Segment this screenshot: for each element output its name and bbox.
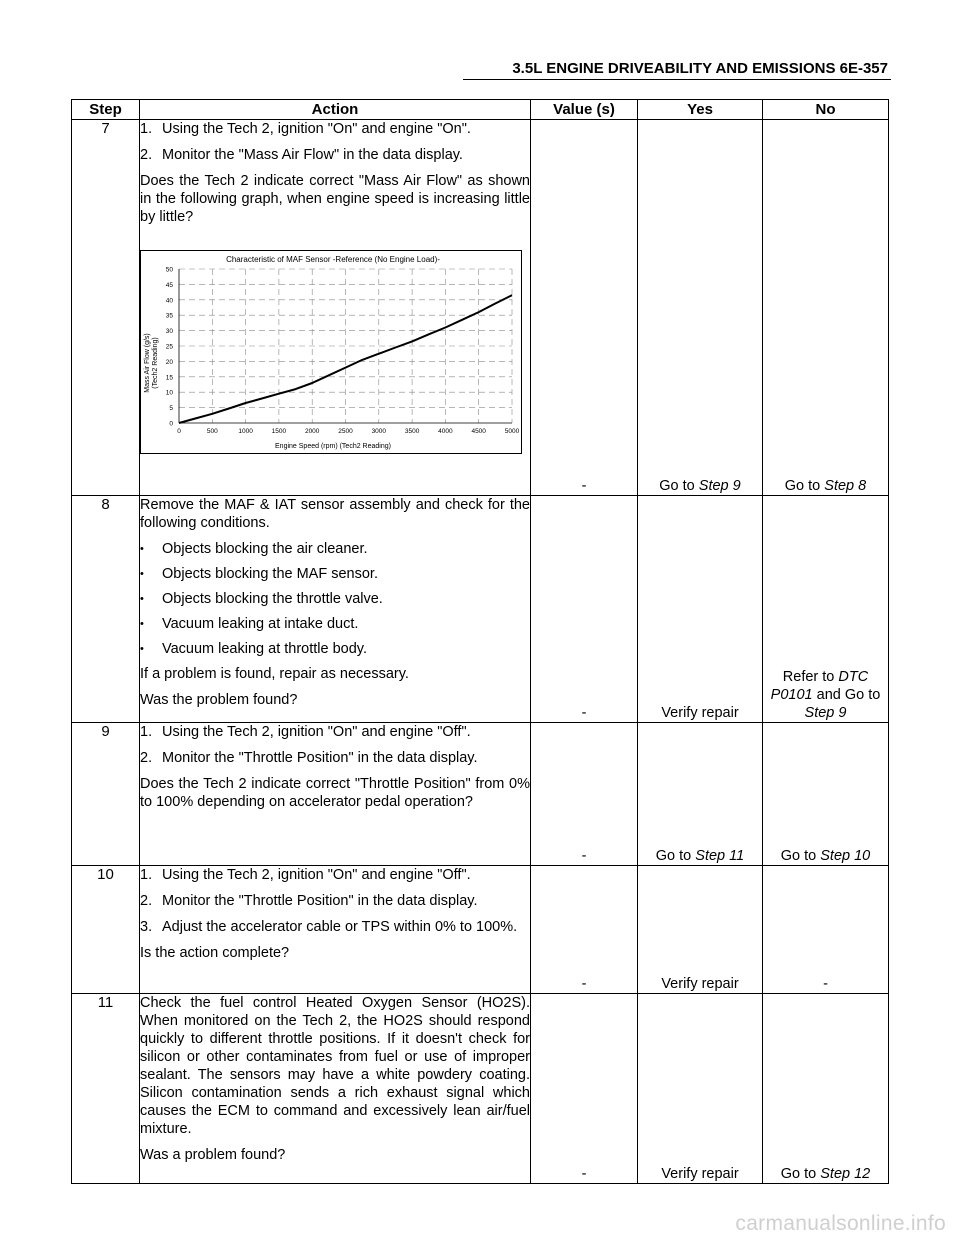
bullet-item: • Objects blocking the throttle valve. — [140, 591, 383, 607]
chart-x-tick-label: 3500 — [404, 428, 420, 435]
table-row-step-7 — [72, 120, 889, 496]
step-reference: Step 8 — [824, 478, 867, 494]
repair-text: If a problem is found, repair as necessary. — [140, 666, 409, 682]
column-header-yes: Yes — [638, 100, 763, 120]
bullet-item: • Objects blocking the air cleaner. — [140, 541, 368, 557]
value-cell: - — [531, 994, 638, 1184]
column-header-no: No — [763, 100, 889, 120]
value-cell: - — [531, 723, 638, 866]
table-row-step-11 — [72, 994, 889, 1184]
maf-chart-frame — [140, 250, 522, 454]
watermark-text: carmanualsonline.info — [735, 1212, 946, 1235]
chart-y-tick-label: 45 — [165, 281, 173, 289]
chart-x-tick-label: 2000 — [304, 428, 320, 435]
table-row-step-9 — [72, 723, 889, 866]
step-number: 8 — [72, 496, 140, 723]
chart-y-tick-label: 40 — [165, 297, 173, 305]
numbered-item: 2. Monitor the "Throttle Position" in the data display. — [140, 750, 478, 766]
numbered-item: 1. Using the Tech 2, ignition "On" and engine "Off". — [140, 724, 471, 740]
chart-y-tick-label: 10 — [165, 389, 173, 397]
no-cell: Refer to DTC P0101 and Go to Step 9 — [763, 496, 889, 723]
step-reference: Step 9 — [698, 478, 741, 494]
chart-x-tick-label: 1500 — [271, 428, 287, 435]
page-header-title: 3.5L ENGINE DRIVEABILITY AND EMISSIONS 6E-357 — [512, 60, 888, 77]
no-cell: Go to Step 12 — [763, 994, 889, 1184]
action-cell — [140, 723, 531, 866]
chart-ticks — [166, 267, 520, 436]
chart-x-tick-label: 2500 — [338, 428, 353, 435]
action-cell — [140, 496, 531, 723]
question-text: Is the action complete? — [140, 945, 290, 961]
numbered-item: 1. Using the Tech 2, ignition "On" and engine "Off". — [140, 867, 471, 883]
intro-text: Remove the MAF & IAT sensor assembly and check for the following conditions. — [140, 497, 530, 531]
chart-y-tick-label: 25 — [165, 343, 173, 351]
column-header-value: Value (s) — [531, 100, 638, 120]
action-cell — [140, 994, 531, 1184]
chart-y-tick-label: 30 — [165, 328, 173, 336]
maf-characteristic-chart — [141, 251, 521, 453]
question-text: Was a problem found? — [140, 1147, 286, 1163]
chart-x-tick-label: 1000 — [238, 428, 253, 435]
no-cell: Go to Step 10 — [763, 723, 889, 866]
table-row-step-10 — [72, 866, 889, 994]
question-text: Does the Tech 2 indicate correct "Mass Air Flow" as shown in the following graph, when engine speed is increasing little by little? — [140, 173, 530, 225]
chart-y-axis-label-line1: Mass Air Flow (g/s) — [144, 333, 151, 393]
numbered-item: 2. Monitor the "Throttle Position" in the data display. — [140, 893, 478, 909]
chart-x-tick-label: 4000 — [438, 428, 453, 435]
table-header-row — [72, 100, 889, 120]
chart-grid — [179, 269, 512, 423]
chart-y-tick-label: 5 — [169, 405, 173, 413]
yes-cell: Verify repair — [638, 866, 763, 994]
action-cell — [140, 866, 531, 994]
column-header-action: Action — [140, 100, 531, 120]
diagnostic-steps-table — [71, 99, 889, 1184]
step-number: 7 — [72, 120, 140, 496]
chart-x-tick-label: 0 — [177, 428, 181, 435]
bullet-item: • Vacuum leaking at intake duct. — [140, 616, 359, 632]
chart-y-tick-label: 50 — [165, 266, 173, 274]
question-text: Does the Tech 2 indicate correct "Throttle Position" from 0% to 100% depending on accelerator pedal operation? — [140, 776, 530, 810]
instruction-text: Check the fuel control Heated Oxygen Sensor (HO2S). When monitored on the Tech 2, the HO2S should respond quickly to different throttle positions. If it doesn't check for silicon or other contaminates from fuel or use of improper sealant. The sensors may have a white powdery coating. Silicon contamination sends a rich exhaust signal which causes the ECM to command and excessively lean air/fuel mixture. — [140, 995, 530, 1137]
step-number: 11 — [72, 994, 140, 1184]
question-text: Was the problem found? — [140, 692, 298, 708]
no-cell: Go to Step 8 — [763, 120, 889, 496]
step-reference: Step 9 — [804, 705, 847, 721]
header-rule — [463, 79, 891, 80]
step-reference: Step 10 — [820, 848, 871, 864]
yes-cell: Verify repair — [638, 496, 763, 723]
no-cell: - — [763, 866, 889, 994]
numbered-item: 3. Adjust the accelerator cable or TPS within 0% to 100%. — [140, 919, 518, 935]
chart-x-tick-label: 5000 — [504, 428, 520, 435]
yes-cell: Go to Step 11 — [638, 723, 763, 866]
value-cell: - — [531, 866, 638, 994]
bullet-item: • Objects blocking the MAF sensor. — [140, 566, 378, 582]
value-cell: - — [531, 120, 638, 496]
value-cell: - — [531, 496, 638, 723]
action-cell — [140, 120, 531, 496]
table-row-step-8 — [72, 496, 889, 723]
chart-y-axis-label-line2: (Tech2 Reading) — [152, 337, 159, 389]
chart-x-tick-label: 4500 — [471, 428, 486, 435]
chart-y-tick-label: 15 — [165, 374, 173, 382]
yes-cell: Verify repair — [638, 994, 763, 1184]
column-header-step: Step — [72, 100, 140, 120]
numbered-item: 1. Using the Tech 2, ignition "On" and engine "On". — [140, 121, 471, 137]
chart-y-tick-label: 0 — [169, 420, 173, 428]
chart-y-tick-label: 20 — [165, 358, 173, 366]
chart-x-axis-label: Engine Speed (rpm) (Tech2 Reading) — [275, 443, 391, 450]
dtc-reference: DTC P0101 — [770, 669, 869, 703]
chart-x-tick-label: 3000 — [371, 428, 387, 435]
step-number: 9 — [72, 723, 140, 866]
step-reference: Step 11 — [695, 848, 745, 864]
step-number: 10 — [72, 866, 140, 994]
numbered-item: 2. Monitor the "Mass Air Flow" in the data display. — [140, 147, 463, 163]
yes-cell: Go to Step 9 — [638, 120, 763, 496]
chart-title: Characteristic of MAF Sensor -Reference (No Engine Load)- — [226, 255, 440, 264]
bullet-item: • Vacuum leaking at throttle body. — [140, 641, 367, 657]
chart-y-tick-label: 35 — [165, 312, 173, 320]
step-reference: Step 12 — [820, 1166, 871, 1182]
chart-x-tick-label: 500 — [206, 428, 218, 435]
